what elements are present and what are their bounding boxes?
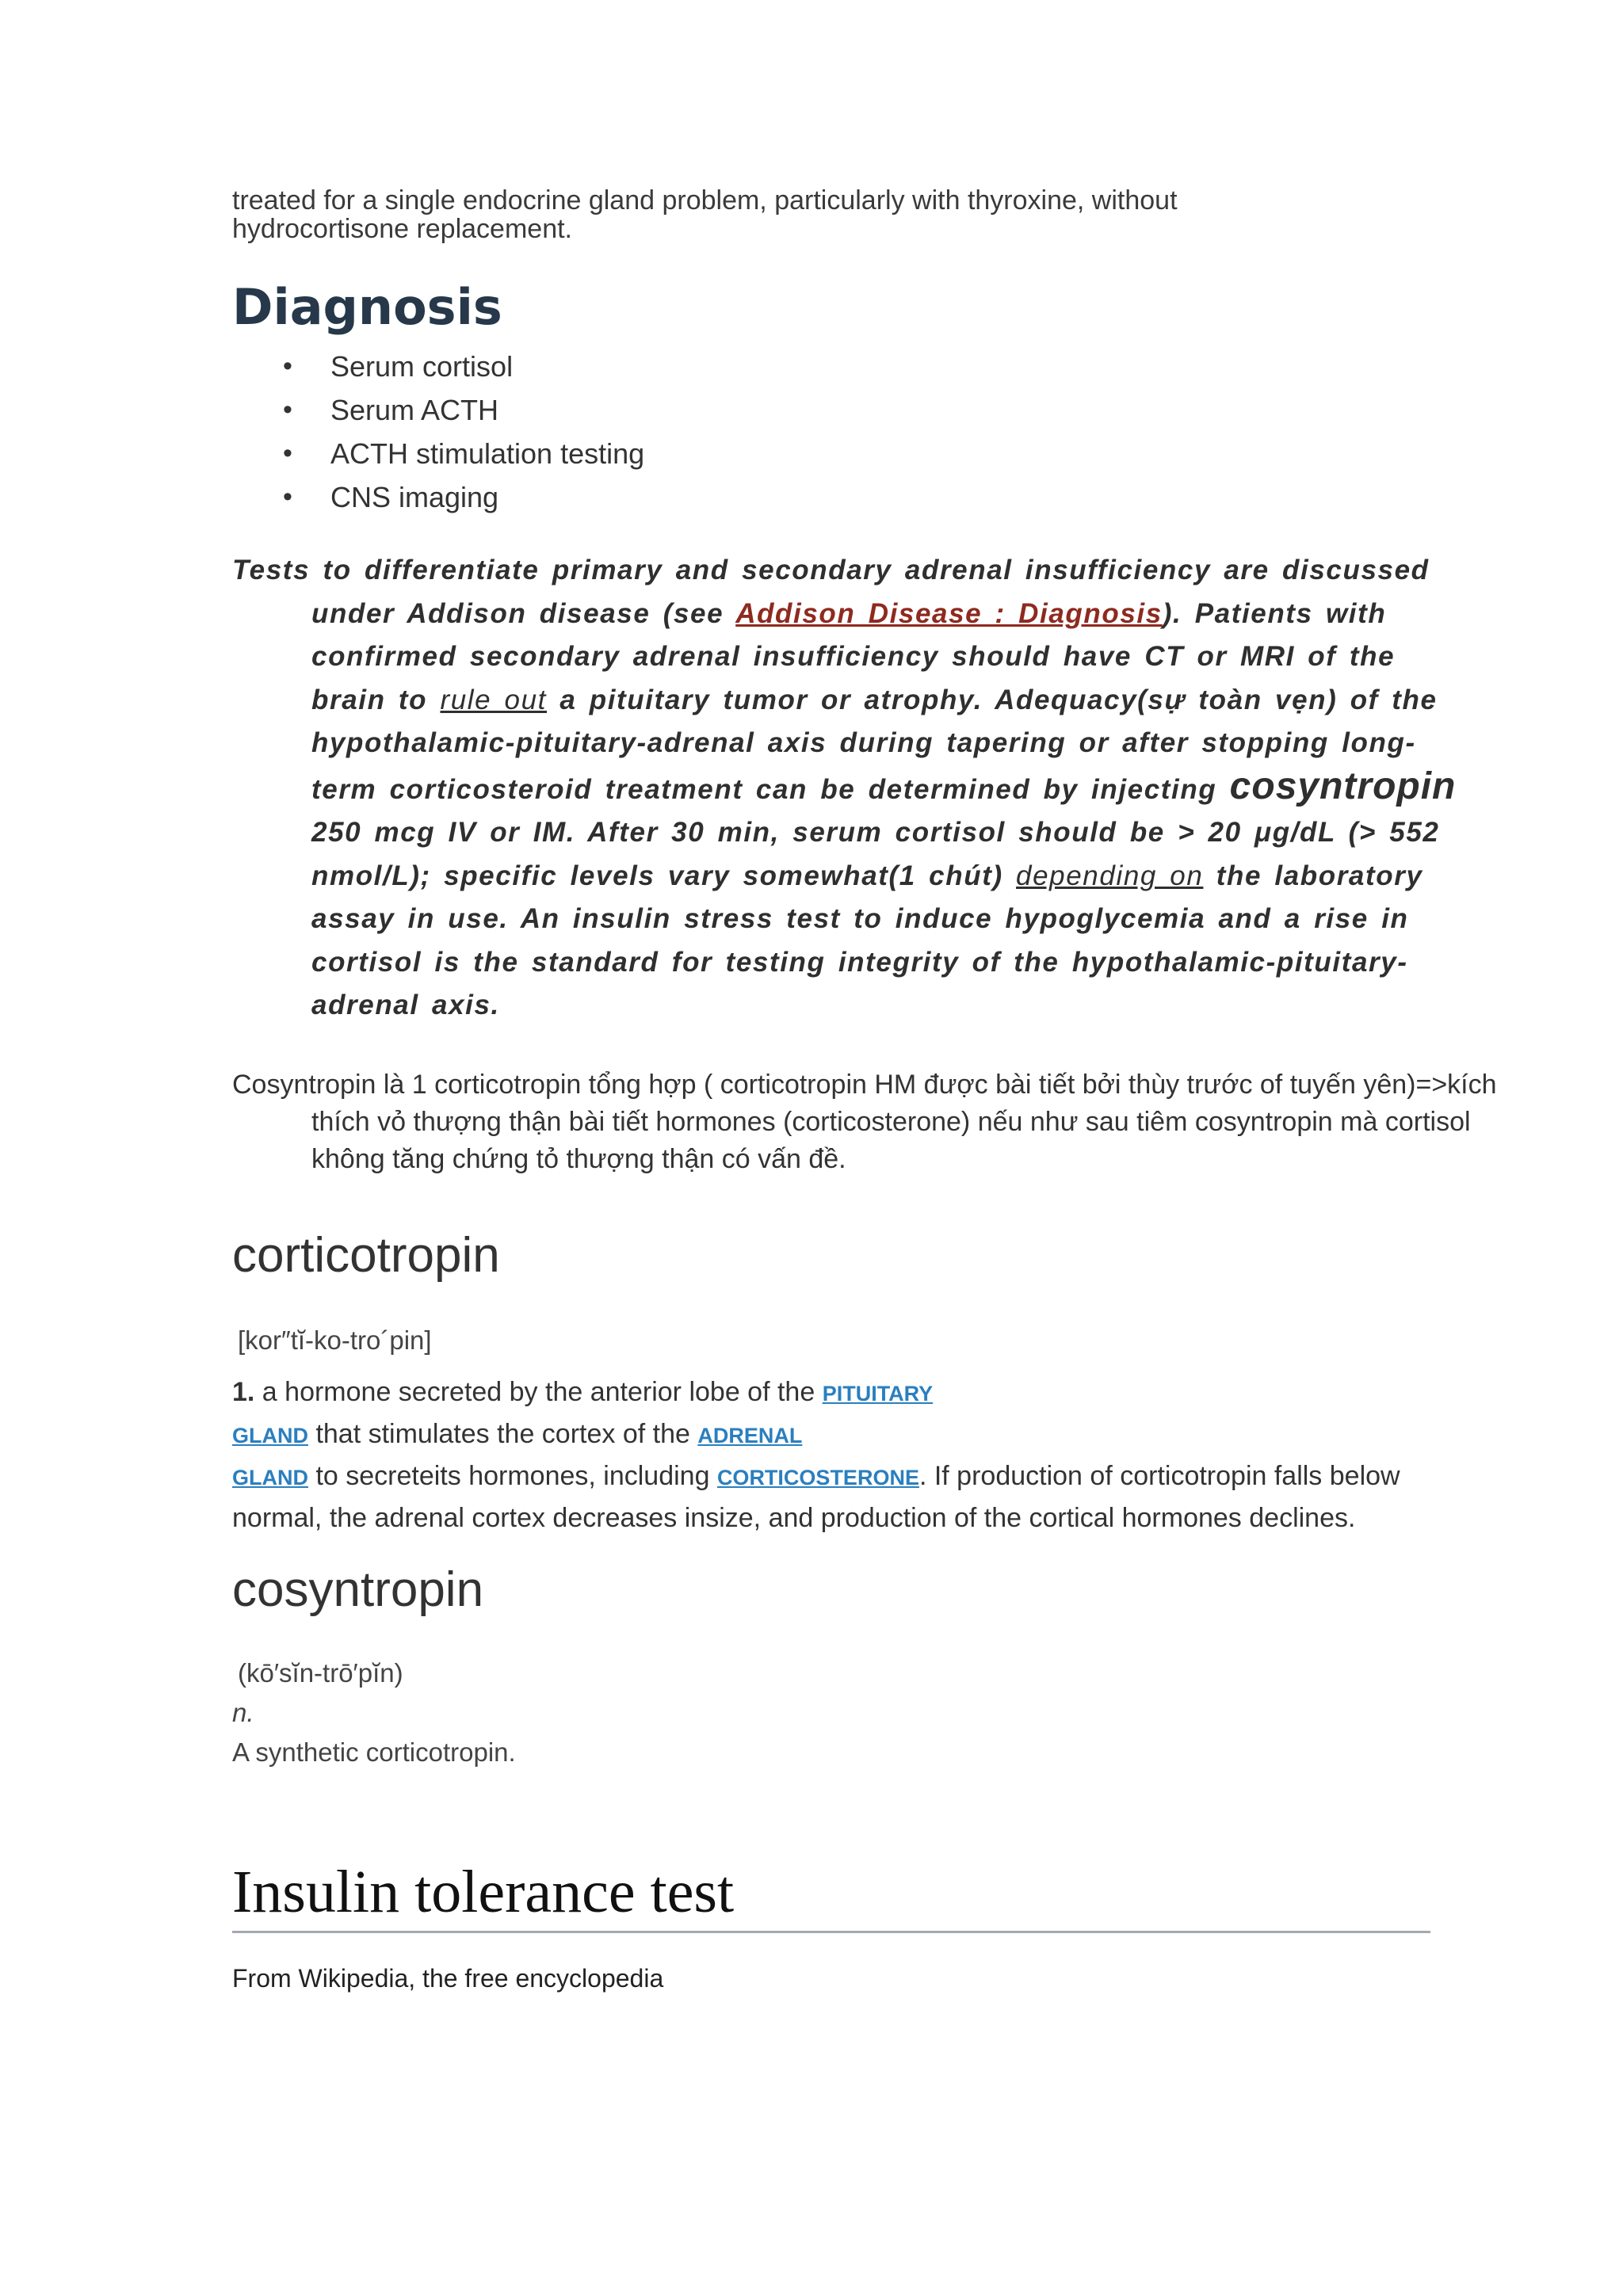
bullet-icon: •: [283, 438, 292, 468]
list-item: [232, 345, 644, 388]
corticotropin-pronunciation: [kor″tĭ-ko-tro´pin]: [238, 1325, 432, 1355]
cosyntropin-definition: A synthetic corticotropin.: [232, 1737, 516, 1767]
depending-on-term: depending on: [1016, 860, 1204, 891]
rule-out-term: rule out: [440, 684, 547, 715]
corticotropin-definition: [232, 1372, 1445, 1539]
list-item-label: Serum cortisol: [330, 350, 514, 383]
list-item-label: ACTH stimulation testing: [330, 437, 645, 470]
intro-line-1: treated for a single endocrine gland problem, particularly with thyroxine, without: [232, 185, 1178, 215]
cosyntropin-pronunciation: (kō′sĭn-trō′pĭn): [238, 1658, 403, 1688]
diagnosis-heading: Diagnosis: [232, 278, 502, 336]
tests-text-5: the laboratory assay in use. An insulin stress test to induce hypoglycemia and a rise in cortisol is the standard for testing integrity of the hypothalamic-pituitary-adrenal axis.: [311, 860, 1423, 1020]
link-part: GLAND: [232, 1424, 308, 1447]
tests-text-1: Tests to differentiate primary and secondary adrenal insufficiency are discussed under Addison disease (see: [232, 555, 1430, 629]
cosyntropin-heading: cosyntropin: [232, 1562, 484, 1617]
corticosterone-link[interactable]: CORTICOSTERONE: [716, 1466, 919, 1489]
definition-text-3: to secreteits hormones, including: [308, 1461, 717, 1491]
list-item-label: CNS imaging: [330, 481, 499, 513]
cosyntropin-term: cosyntropin: [1229, 765, 1457, 807]
tests-text-4: 250 mcg IV or IM. After 30 min, serum cortisol should be > 20 μg/dL (> 552 nmol/L); specific levels vary somewhat(1 chút): [311, 817, 1440, 891]
part-of-speech: n.: [232, 1698, 254, 1727]
bullet-icon: •: [283, 482, 292, 512]
intro-paragraph: [232, 186, 1453, 243]
definition-text-1: a hormone secreted by the anterior lobe of the: [254, 1377, 823, 1407]
diagnosis-list: [232, 345, 644, 519]
link-part: ADRENAL: [697, 1424, 803, 1447]
wiki-article-title: Insulin tolerance test: [232, 1859, 735, 1925]
bullet-icon: •: [283, 395, 292, 425]
list-item: [232, 475, 644, 519]
list-item-label: Serum ACTH: [330, 394, 499, 426]
link-part: GLAND: [232, 1466, 308, 1489]
tests-text-2: ). Patients with confirmed secondary adrenal insufficiency should have CT or MRI of the brain to: [311, 597, 1396, 715]
vietnamese-note: Cosyntropin là 1 corticotropin tổng hợp ( corticotropin HM được bài tiết bởi thùy trước of tuyến yên)=>kích thích vỏ thượng thận bài tiết hormones (corticosterone) nếu như sau tiêm cosyntropin mà cortisol không tăng chứng tỏ thượng thận có vấn đề.: [232, 1070, 1497, 1174]
list-item: [232, 388, 644, 432]
title-divider: [232, 1931, 1430, 1933]
wiki-subtitle: From Wikipedia, the free encyclopedia: [232, 1964, 664, 1993]
definition-text-4: . If production of corticotropin falls below normal, the adrenal cortex decreases insize, and production of the cortical hormones declines.: [232, 1461, 1400, 1533]
list-item: [232, 432, 644, 475]
bullet-icon: •: [283, 351, 292, 381]
definition-text-2: that stimulates the cortex of the: [308, 1419, 698, 1449]
tests-text-3: a pituitary tumor or atrophy. Adequacy(sự toàn vẹn) of the hypothalamic-pituitary-adrenal axis during tapering or after stopping long-term corticosteroid treatment can be determined by injecting: [311, 684, 1438, 805]
definition-number: 1.: [232, 1377, 255, 1407]
link-part: PITUITARY: [822, 1382, 934, 1405]
addison-diagnosis-link[interactable]: Addison Disease : Diagnosis: [735, 597, 1163, 629]
corticotropin-heading: corticotropin: [232, 1228, 500, 1283]
intro-line-2: hydrocortisone replacement.: [232, 214, 573, 244]
tests-paragraph: [232, 549, 1468, 1028]
